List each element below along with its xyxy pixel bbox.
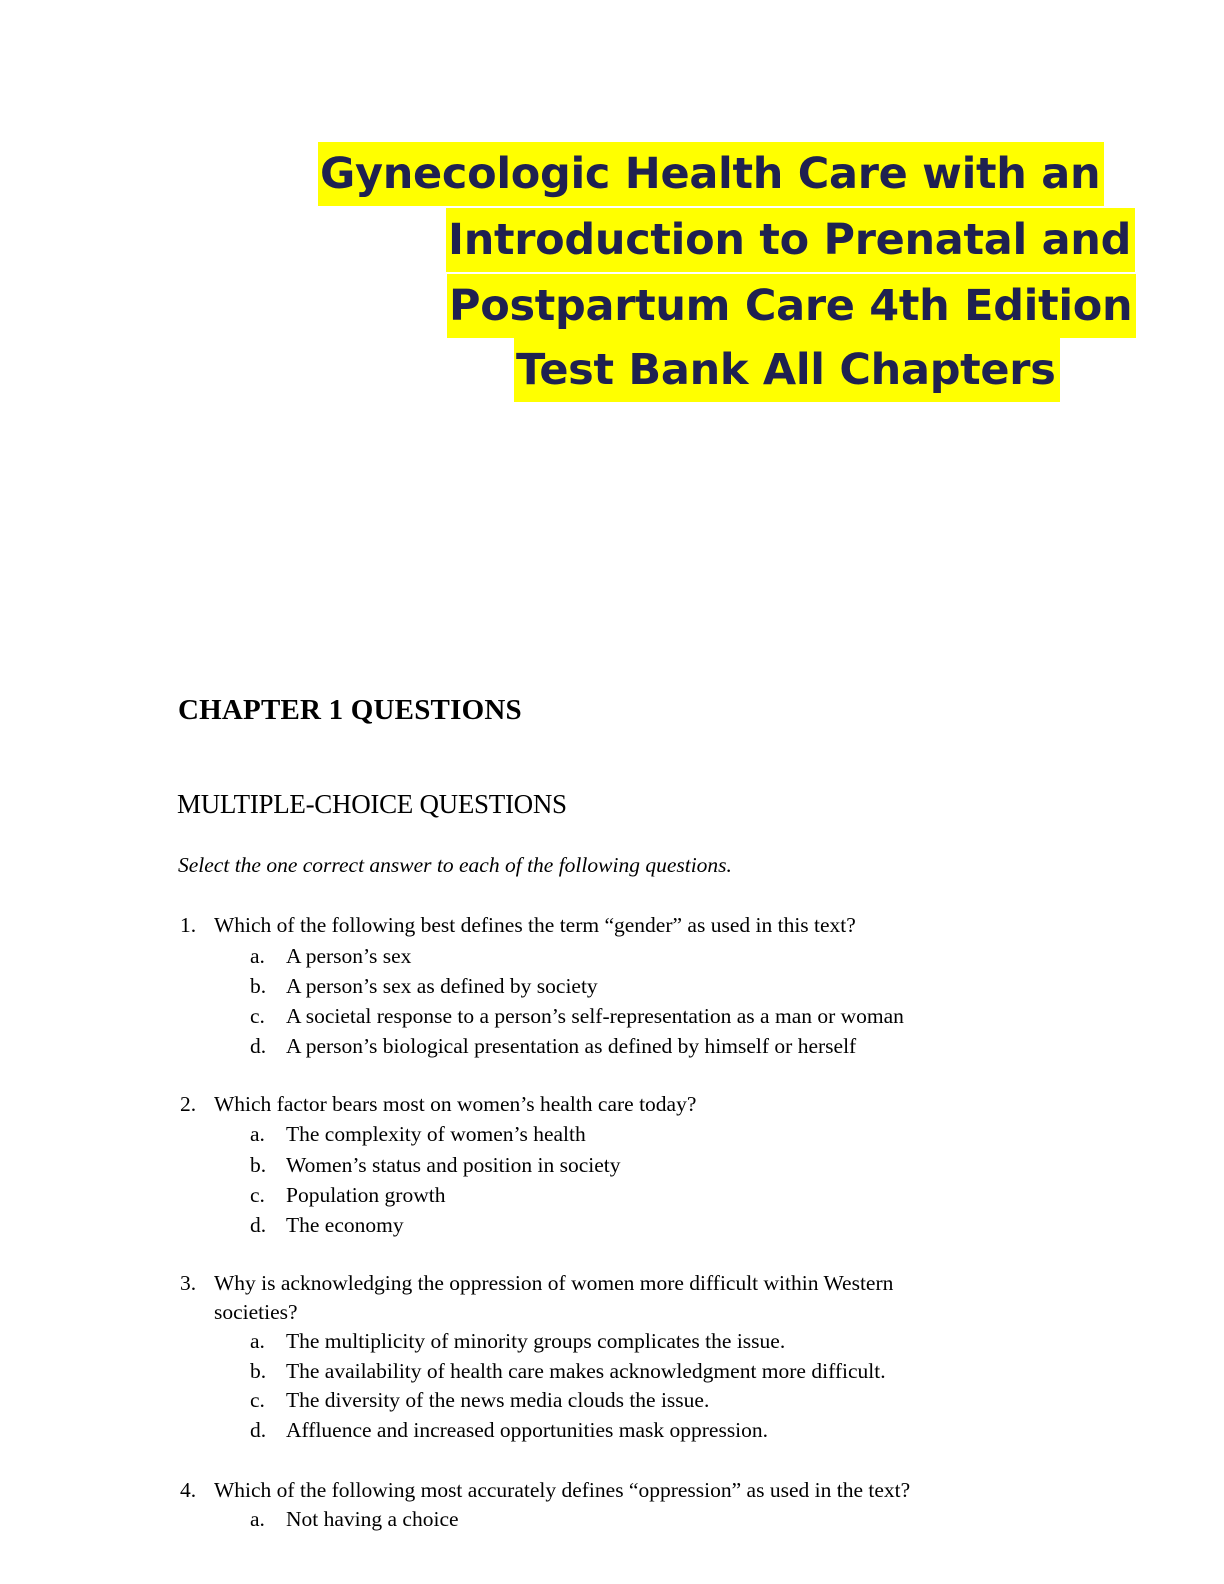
option-text: Women’s status and position in society: [286, 1153, 621, 1177]
section-heading: MULTIPLE-CHOICE QUESTIONS: [177, 789, 567, 819]
option-letter: d.: [250, 1213, 267, 1237]
question-number: 4.: [180, 1478, 197, 1502]
option-text: The availability of health care makes acknowledgment more difficult.: [286, 1359, 886, 1383]
title-line-4: Test Bank All Chapters: [514, 338, 1060, 402]
option-letter: d.: [250, 1034, 267, 1058]
option-text: A person’s sex as defined by society: [286, 974, 598, 998]
option-text: The diversity of the news media clouds the issue.: [286, 1388, 710, 1412]
title-line-3: Postpartum Care 4th Edition: [447, 274, 1136, 338]
option-letter: d.: [250, 1418, 267, 1442]
option-letter: b.: [250, 974, 267, 998]
title-line-2: Introduction to Prenatal and: [446, 208, 1135, 272]
question-text: Which of the following best defines the term “gender” as used in this text?: [214, 913, 856, 937]
option-text: Not having a choice: [286, 1507, 459, 1531]
option-text: A person’s sex: [286, 944, 412, 968]
option-text: The complexity of women’s health: [286, 1122, 586, 1146]
option-letter: a.: [250, 1122, 265, 1146]
question-text-continued: societies?: [214, 1300, 298, 1324]
option-text: The economy: [286, 1213, 404, 1237]
option-letter: a.: [250, 944, 265, 968]
title-line-1: Gynecologic Health Care with an: [318, 142, 1104, 206]
option-letter: c.: [250, 1004, 265, 1028]
option-text: Affluence and increased opportunities mask oppression.: [286, 1418, 769, 1442]
question-number: 3.: [180, 1271, 197, 1295]
question-number: 1.: [180, 913, 197, 937]
option-letter: a.: [250, 1507, 265, 1531]
question-text: Why is acknowledging the oppression of women more difficult within Western: [214, 1271, 894, 1295]
option-letter: b.: [250, 1359, 267, 1383]
option-letter: c.: [250, 1388, 265, 1412]
instructions-text: Select the one correct answer to each of the following questions.: [178, 853, 732, 877]
question-text: Which factor bears most on women’s health care today?: [214, 1092, 697, 1116]
option-letter: c.: [250, 1183, 265, 1207]
option-text: A person’s biological presentation as defined by himself or herself: [286, 1034, 857, 1058]
question-text: Which of the following most accurately defines “oppression” as used in the text?: [214, 1478, 911, 1502]
option-text: A societal response to a person’s self-representation as a man or woman: [286, 1004, 904, 1028]
option-letter: a.: [250, 1329, 265, 1353]
question-number: 2.: [180, 1092, 197, 1116]
option-text: The multiplicity of minority groups complicates the issue.: [286, 1329, 786, 1353]
option-letter: b.: [250, 1153, 267, 1177]
chapter-heading: CHAPTER 1 QUESTIONS: [178, 694, 522, 726]
option-text: Population growth: [286, 1183, 446, 1207]
